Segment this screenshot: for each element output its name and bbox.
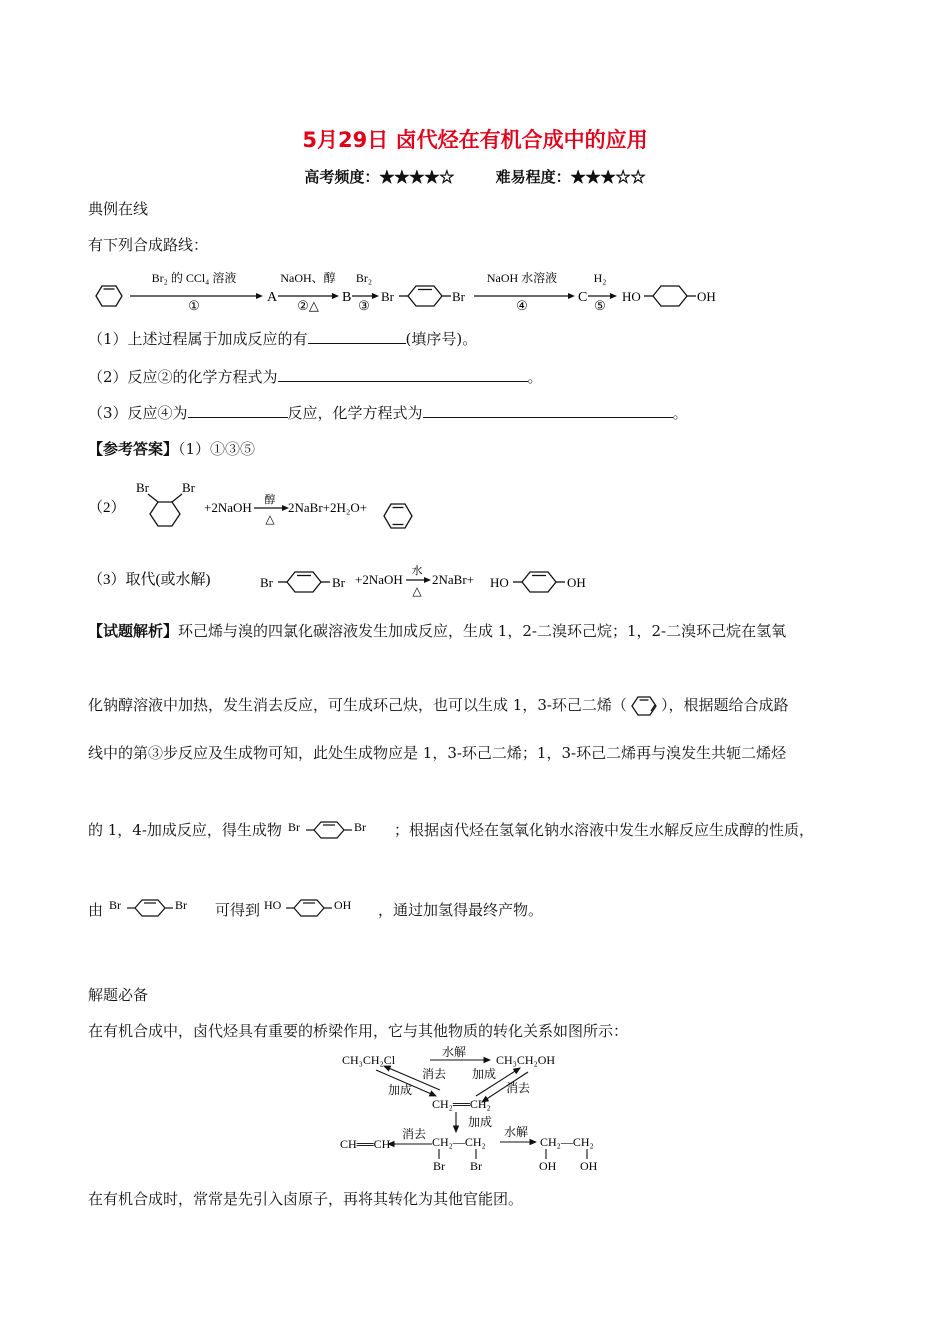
question-1-text: （1）上述过程属于加成反应的有 <box>88 330 308 348</box>
answer-2-condition-top: 醇 <box>264 494 276 506</box>
intermediate-b: B <box>342 290 352 305</box>
analysis-text-4b: ；根据卤代烃在氢氧化钠水溶液中发生水解反应生成醇的性质， <box>393 821 814 839</box>
step1-number: ① <box>188 298 200 313</box>
svg-text:HO: HO <box>264 898 282 912</box>
question-1-suffix: (填序号)。 <box>405 330 478 348</box>
analysis-text-1: 环己烯与溴的四氯化碳溶液发生加成反应，生成 1，2-二溴环己烷；1，2-二溴环己烷在氢氧 <box>178 622 787 640</box>
answer-3-equation <box>86 560 646 600</box>
ethyl-chloride: CH₃CH₂Cl <box>342 1053 396 1067</box>
dibromocyclohexene-inline <box>288 818 388 844</box>
hydroxyl-right: OH <box>697 289 716 304</box>
step4-number: ④ <box>516 298 528 313</box>
analysis-text-4a: 的 1，4-加成反应，得生成物 <box>88 821 282 839</box>
answer-3-condition-top: 水 <box>411 565 423 577</box>
answer-3-oh: OH <box>567 575 586 590</box>
question-2 <box>88 366 543 387</box>
label-addition-3: 加成 <box>468 1115 493 1129</box>
answer-3-number: （3）取代(或水解) <box>88 572 211 588</box>
step2-number: ②△ <box>297 298 319 313</box>
step3-number: ③ <box>358 298 370 313</box>
analysis-line-4 <box>88 818 814 844</box>
step2-reagent: NaOH、醇 <box>280 271 336 285</box>
cyclohexadiene-ring <box>384 504 412 528</box>
difficulty-rating: 难易程度：★★★☆☆ <box>495 168 646 186</box>
ethylene-glycol: CH₂—CH₂ <box>540 1135 594 1149</box>
analysis-text-5c: ，通过加氢得最终产物。 <box>378 901 544 919</box>
cyclohexene-ring <box>96 286 122 306</box>
answer-blank-3a[interactable] <box>188 403 288 418</box>
answer-3-br1: Br <box>260 575 273 590</box>
page-title: 5月29日 卤代烃在有机合成中的应用 <box>302 128 648 152</box>
answer-2-br2: Br <box>182 480 195 495</box>
section2-text: 在有机合成中，卤代烃具有重要的桥梁作用，它与其他物质的转化关系如图所示： <box>88 1022 629 1040</box>
label-addition-2: 加成 <box>388 1083 413 1097</box>
analysis-line-3: 线中的第③步反应及生成物可知，此处生成物应是 1，3-环己二烯；1，3-环己二烯再与溴发生共轭二烯烃 <box>88 744 787 762</box>
dibromocyclohexene-inline-2 <box>109 896 209 926</box>
step5-reagent: H₂ <box>593 271 607 285</box>
analysis-text-5b: 可得到 <box>215 901 261 919</box>
question-2-text: （2）反应②的化学方程式为 <box>88 368 278 386</box>
answer-2-number: （2） <box>88 500 126 516</box>
analysis-line-1 <box>88 620 786 641</box>
closing-text: 在有机合成时，常常是先引入卤原子，再将其转化为其他官能团。 <box>88 1190 524 1208</box>
synthesis-route <box>86 262 746 318</box>
svg-text:Br: Br <box>287 820 300 834</box>
label-hydrolysis-2: 水解 <box>504 1125 529 1139</box>
answer-2-reagent: +2NaOH <box>204 500 252 515</box>
label-elimination-3: 消去 <box>402 1127 427 1141</box>
answer-3-reagent: +2NaOH <box>355 572 403 587</box>
dibromoethane: CH₂—CH₂ <box>432 1135 486 1149</box>
step4-reagent: NaOH 水溶液 <box>486 271 558 285</box>
rating-line <box>0 166 950 187</box>
section-heading-example: 典例在线 <box>88 200 149 218</box>
step1-reagent: Br₂ 的 CCl₄ 溶液 <box>151 271 237 285</box>
question-3 <box>88 402 688 423</box>
analysis-line-2 <box>88 694 788 718</box>
question-3-suffix: 。 <box>672 404 688 422</box>
answer-label: 【参考答案】 <box>88 440 179 458</box>
conversion-diagram <box>336 1046 616 1180</box>
label-elimination-2: 消去 <box>506 1081 531 1095</box>
bromine-right: Br <box>452 289 465 304</box>
question-1 <box>88 328 477 349</box>
analysis-line-5 <box>88 896 543 926</box>
answer-1: （1）①③⑤ <box>178 440 256 458</box>
oh-label-1: OH <box>539 1159 557 1173</box>
br-label-2: Br <box>470 1159 482 1173</box>
answer-3-condition-bottom: △ <box>412 584 422 598</box>
hydroxyl-left: HO <box>622 289 641 304</box>
svg-text:Br: Br <box>109 898 122 912</box>
analysis-text-5a: 由 <box>88 901 104 919</box>
question-3-text: （3）反应④为 <box>88 404 188 422</box>
intro-text: 有下列合成路线： <box>88 236 209 254</box>
step3-reagent: Br₂ <box>355 271 373 285</box>
dibromocyclohexane-ring <box>148 494 182 526</box>
cyclohexadiene-inline <box>627 694 661 718</box>
ethylene: CH₂══CH₂ <box>432 1097 491 1111</box>
bromine-left: Br <box>381 289 394 304</box>
answer-2-condition-bottom: △ <box>265 512 275 526</box>
analysis-text-2b: ），根据题给合成路 <box>660 696 789 714</box>
answer-2-br1: Br <box>136 480 149 495</box>
question-2-suffix: 。 <box>527 368 543 386</box>
svg-text:Br: Br <box>175 898 188 912</box>
question-3-mid: 反应，化学方程式为 <box>287 404 423 422</box>
answer-blank-1[interactable] <box>308 329 406 344</box>
answer-3-products: 2NaBr+ <box>432 572 474 587</box>
intermediate-a: A <box>267 290 278 305</box>
intermediate-c: C <box>578 290 588 305</box>
answer-2-equation <box>86 476 426 532</box>
dibromocyclohexene-ring <box>399 286 451 306</box>
analysis-label: 【试题解析】 <box>88 622 179 640</box>
section-heading-essentials: 解题必备 <box>88 986 149 1004</box>
answer-blank-3b[interactable] <box>423 403 673 418</box>
label-addition-1: 加成 <box>472 1067 497 1081</box>
ethanol: CH₃CH₂OH <box>496 1053 556 1067</box>
label-elimination-1: 消去 <box>422 1067 447 1081</box>
answer-2-products: 2NaBr+2H₂O+ <box>288 500 368 515</box>
reference-answer <box>88 438 255 459</box>
answer-3-br2: Br <box>332 575 345 590</box>
answer-blank-2[interactable] <box>278 367 528 382</box>
svg-text:Br: Br <box>353 820 366 834</box>
br-label-1: Br <box>433 1159 445 1173</box>
cyclohexanediol-ring <box>644 286 696 306</box>
oh-label-2: OH <box>580 1159 598 1173</box>
butenediol-inline <box>264 896 374 926</box>
step5-number: ⑤ <box>594 298 606 313</box>
analysis-text-2a: 化钠醇溶液中加热，发生消去反应，可生成环己炔，也可以生成 1，3-环己二烯（ <box>88 696 627 714</box>
frequency-rating: 高考频度：★★★★☆ <box>304 168 455 186</box>
acetylene: CH══CH <box>340 1137 391 1151</box>
answer-3-ho: HO <box>490 575 509 590</box>
svg-text:OH: OH <box>334 898 352 912</box>
label-hydrolysis-1: 水解 <box>442 1046 467 1059</box>
